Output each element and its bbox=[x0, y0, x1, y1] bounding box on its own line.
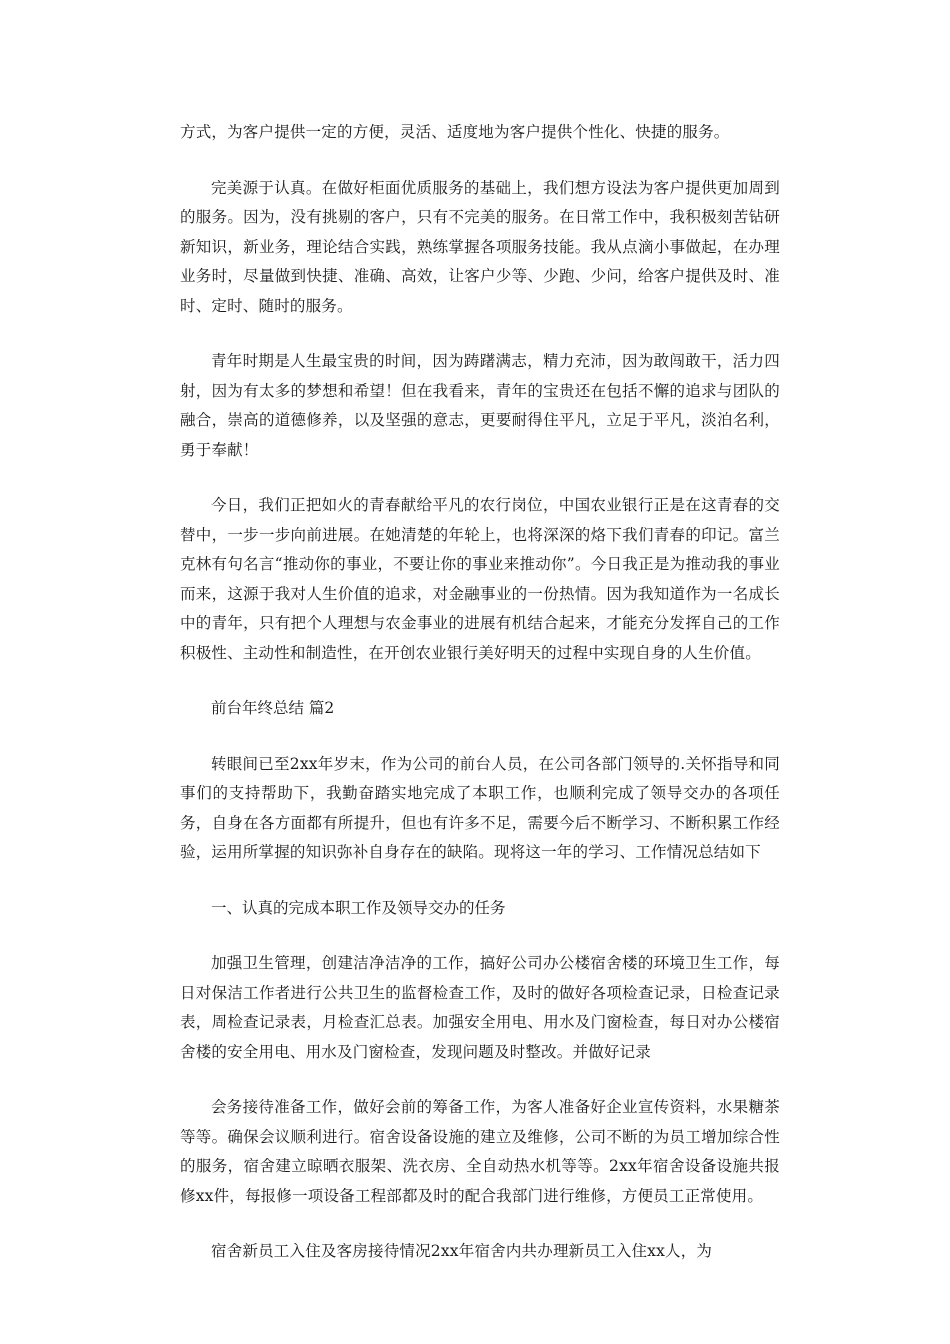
document-page bbox=[180, 118, 780, 1293]
paragraph-youth: 青年时期是人生最宝贵的时间，因为踌躇满志，精力充沛，因为敢闯敢干，活力四射，因为有太多的梦想和希望！但在我看来，青年的宝贵还在包括不懈的追求与团队的融合，崇高的道德修养，以及坚强的意志，更要耐得住平凡，立足于平凡，淡泊名利，勇于奉献！ bbox=[180, 352, 780, 459]
subheading-duties: 一、认真的完成本职工作及领导交办的任务 bbox=[211, 898, 506, 917]
paragraph-year-end: 转眼间已至2xx年岁末，作为公司的前台人员，在公司各部门领导的.关怀指导和同事们的支持帮助下，我勤奋踏实地完成了本职工作，也顺利完成了领导交办的各项任务，自身在各方面都有所提升，但也有许多不足，需要今后不断学习、不断积累工作经验，运用所掌握的知识弥补自身存在的缺陷。现将这一年的学习、工作情况总结如下 bbox=[180, 754, 780, 861]
paragraph-meetings: 会务接待准备工作，做好会前的筹备工作，为客人准备好企业宣传资料，水果糖茶等等。确保会议顺利进行。宿舍设备设施的建立及维修，公司不断的为员工增加综合性的服务，宿舍建立晾晒衣服架、洗衣房、全自动热水机等等。2xx年宿舍设备设施共报修xx件，每报修一项设备工程部都及时的配合我部门进行维修，方便员工正常使用。 bbox=[180, 1098, 780, 1205]
paragraph-continuation: 方式，为客户提供一定的方便，灵活、适度地为客户提供个性化、快捷的服务。 bbox=[180, 123, 730, 141]
paragraph-hygiene: 加强卫生管理，创建洁净洁净的工作，搞好公司办公楼宿舍楼的环境卫生工作，每日对保洁工作者进行公共卫生的监督检查工作，及时的做好各项检查记录，日检查记录表，周检查记录表，月检查汇总表。加强安全用电、用水及门窗检查，每日对办公楼宿舍楼的安全用电、用水及门窗检查，发现问题及时整改。并做好记录 bbox=[180, 954, 780, 1061]
section-heading-part2: 前台年终总结 篇2 bbox=[211, 699, 335, 717]
paragraph-perfection: 完美源于认真。在做好柜面优质服务的基础上，我们想方设法为客户提供更加周到的服务。因为，没有挑剔的客户，只有不完美的服务。在日常工作中，我积极刻苦钻研新知识，新业务，理论结合实践，熟练掌握各项服务技能。我从点滴小事做起，在办理业务时，尽量做到快捷、准确、高效，让客户少等、少跑、少问，给客户提供及时、准时、定时、随时的服务。 bbox=[180, 178, 780, 315]
paragraph-today: 今日，我们正把如火的青春献给平凡的农行岗位，中国农业银行正是在这青春的交替中，一步一步向前进展。在她清楚的年轮上，也将深深的烙下我们青春的印记。富兰克林有句名言“推动你的事业，不要让你的事业来推动你”。今日我正是为推动我的事业而来，这源于我对人生价值的追求，对金融事业的一份热情。因为我知道作为一名成长中的青年，只有把个人理想与农金事业的进展有机结合起来，才能充分发挥自己的工作积极性、主动性和制造性，在开创农业银行美好明天的过程中实现自身的人生价值。 bbox=[180, 496, 780, 662]
paragraph-dormitory: 宿舍新员工入住及客房接待情况2xx年宿舍内共办理新员工入住xx人，为 bbox=[211, 1242, 713, 1260]
